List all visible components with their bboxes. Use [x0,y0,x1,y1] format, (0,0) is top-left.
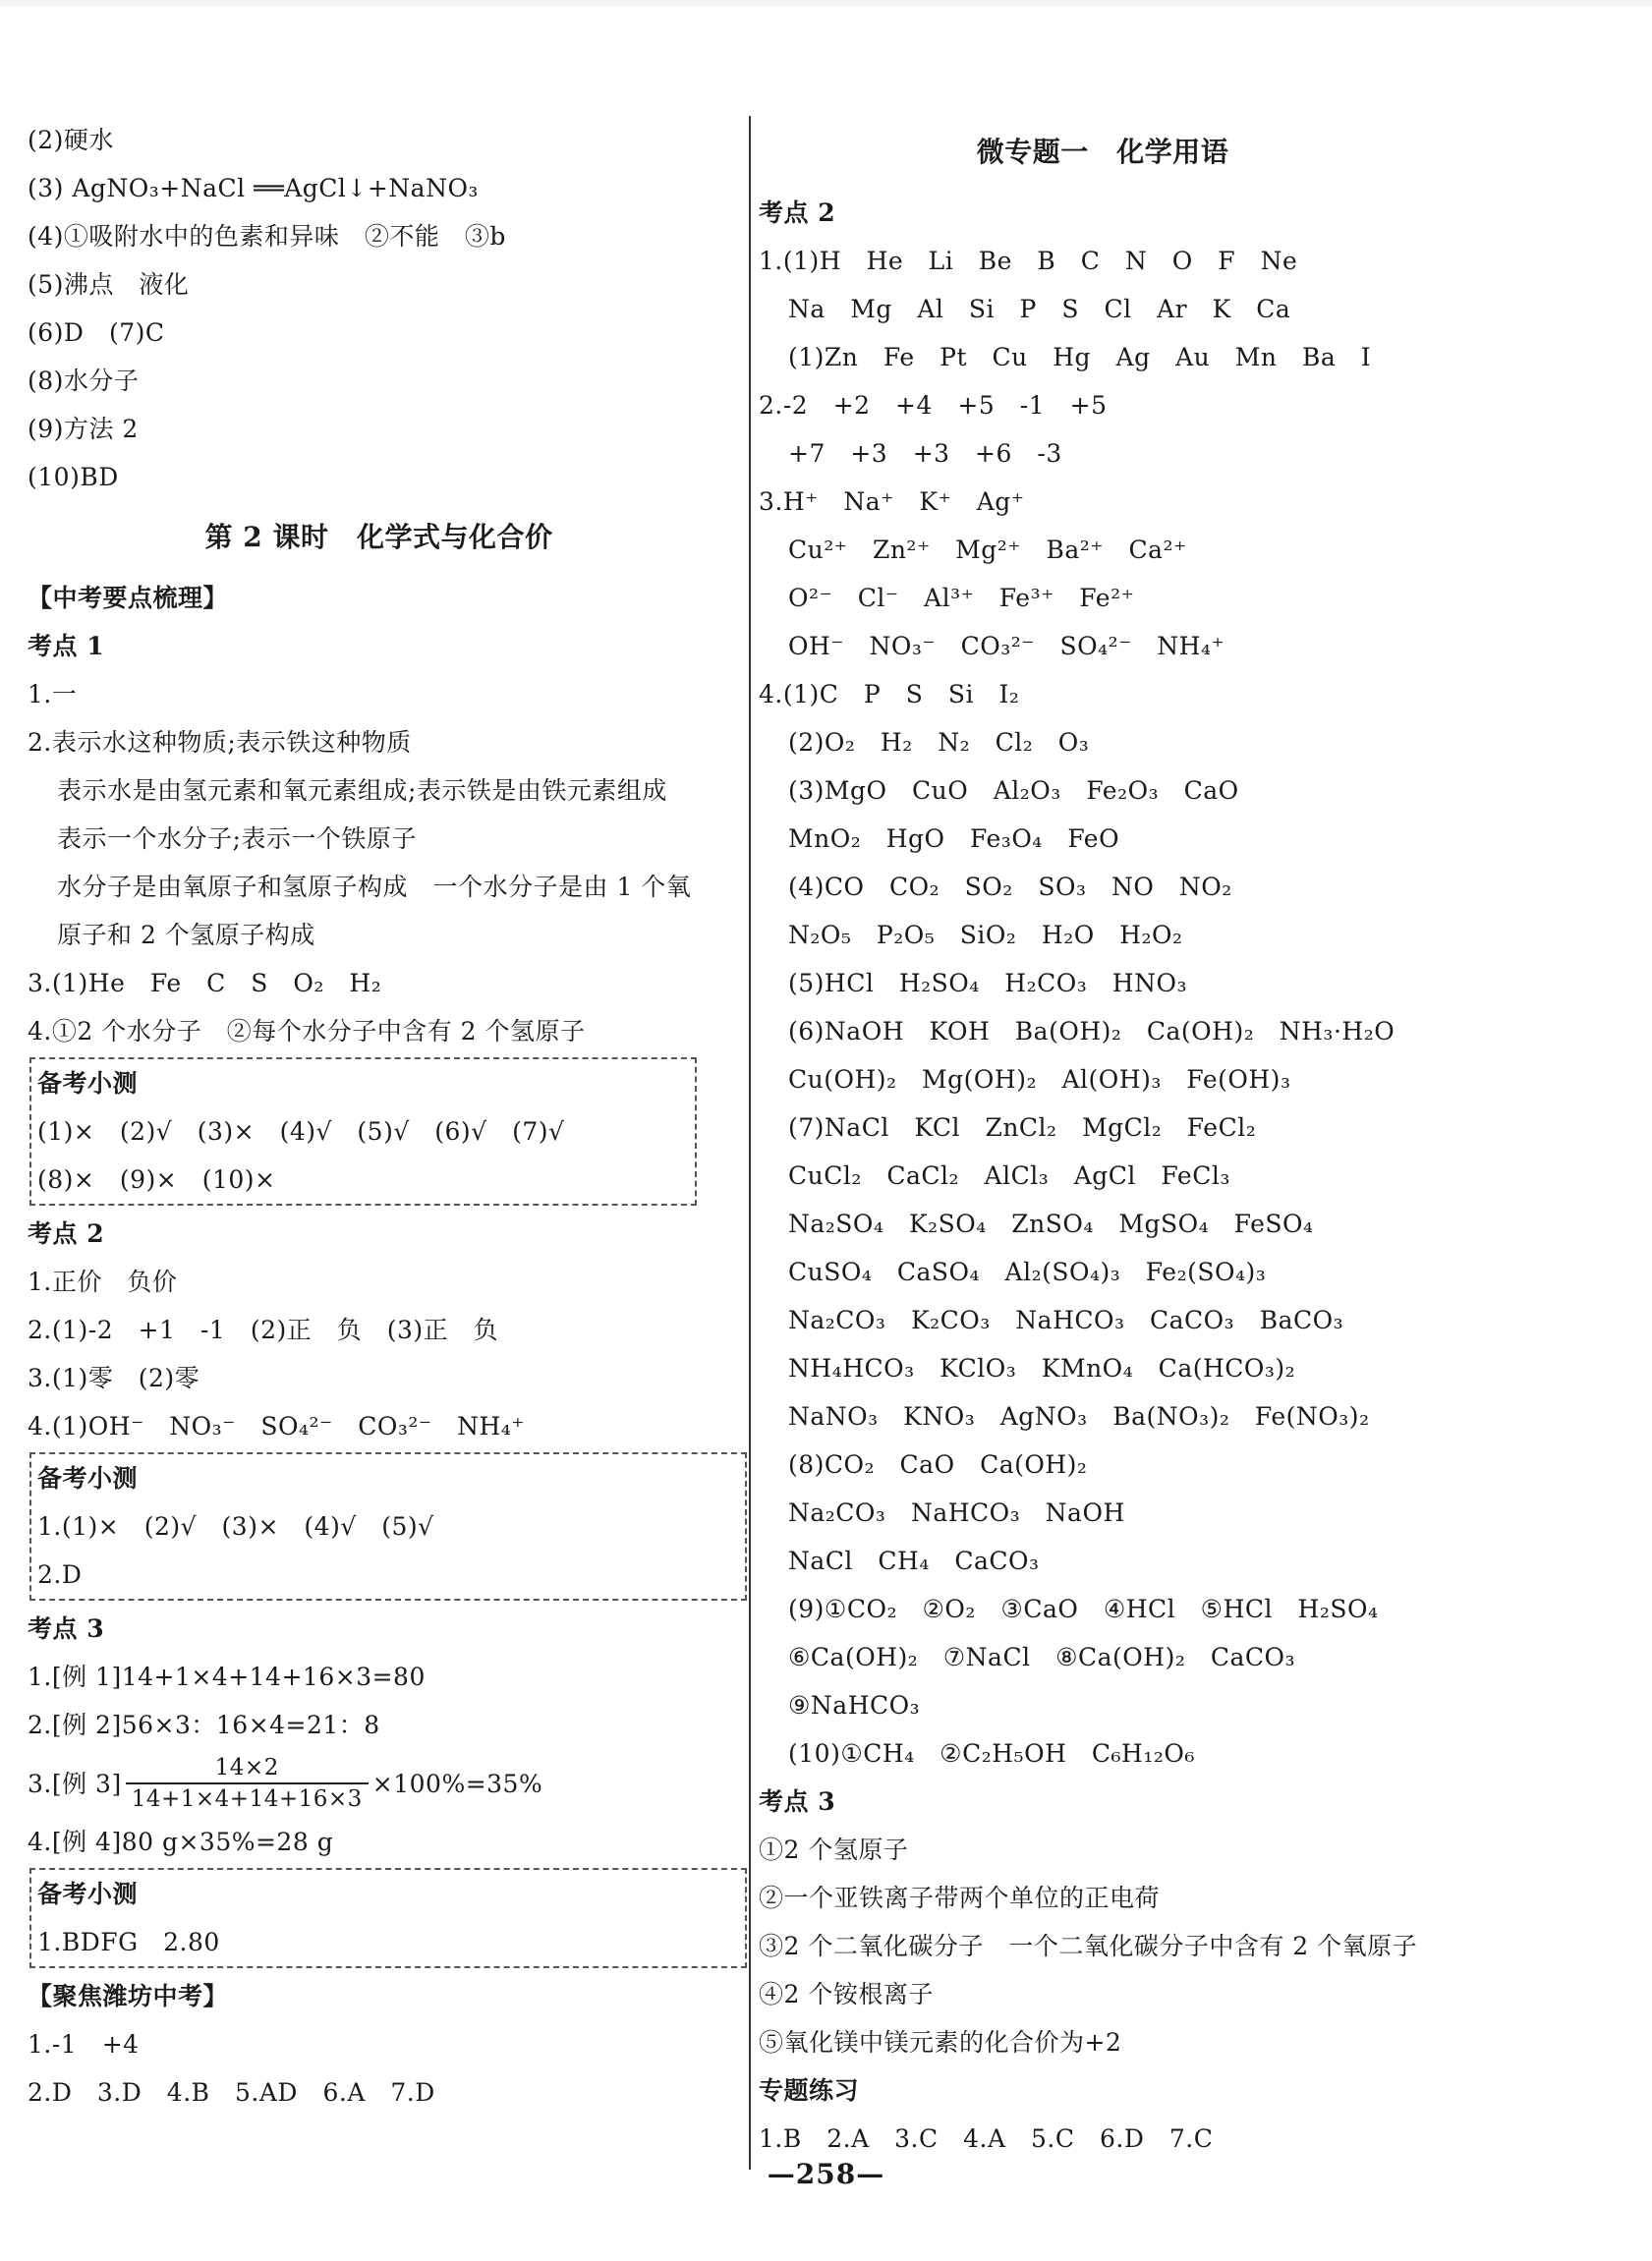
answer-line: ②一个亚铁离子带两个单位的正电荷 [759,1884,1161,1912]
answer-line: 2.(1)-2 +1 -1 (2)正 负 (3)正 负 [28,1316,499,1344]
kaodian-2-heading: 考点 2 [28,1219,105,1248]
quiz-title: 备考小测 [37,1464,139,1493]
example-3-prefix: 3.[例 3] [28,1769,122,1798]
answer-line: (9)①CO₂ ②O₂ ③CaO ④HCl ⑤HCl H₂SO₄ [788,1595,1379,1623]
answer-line: ⑨NaHCO₃ [788,1691,921,1720]
answer-line: O²⁻ Cl⁻ Al³⁺ Fe³⁺ Fe²⁺ [788,584,1135,612]
answer-line: 1.一 [28,680,78,708]
answer-line: ④2 个铵根离子 [759,1980,934,2008]
answer-line: (5)沸点 液化 [28,270,190,299]
example-3-line [28,1749,542,1818]
quiz-line: 1.BDFG 2.80 [37,1928,220,1956]
answer-line: (4)CO CO₂ SO₂ SO₃ NO NO₂ [788,873,1232,901]
page-top-edge [0,0,1652,6]
left-column [28,116,730,2117]
answer-line: 3.(1)零 (2)零 [28,1364,200,1392]
answer-line: 1.-1 +4 [28,2030,140,2059]
answer-line: 原子和 2 个氢原子构成 [57,921,315,949]
answer-line: NaCl CH₄ CaCO₃ [788,1547,1040,1575]
answer-line: 1.正价 负价 [28,1268,178,1296]
answer-line: (9)方法 2 [28,415,139,443]
answer-line: (2)硬水 [28,126,114,154]
example-3-suffix: ×100%=35% [371,1769,543,1798]
page-number-text: —258— [767,2158,885,2190]
answer-line: (3) AgNO₃+NaCl ══AgCl↓+NaNO₃ [28,174,479,202]
answer-line: Na Mg Al Si P S Cl Ar K Ca [788,295,1291,323]
quiz-line: (1)× (2)√ (3)× (4)√ (5)√ (6)√ (7)√ [37,1117,565,1146]
answer-line: OH⁻ NO₃⁻ CO₃²⁻ SO₄²⁻ NH₄⁺ [788,632,1225,660]
answer-line: 4.[例 4]80 g×35%=28 g [28,1828,334,1856]
answer-line: (1)Zn Fe Pt Cu Hg Ag Au Mn Ba I [788,343,1372,371]
fraction-numerator: 14×2 [214,1755,279,1781]
answer-line: 2.D 3.D 4.B 5.AD 6.A 7.D [28,2078,435,2107]
kaodian-1-heading: 考点 1 [28,632,105,660]
answer-line: (4)①吸附水中的色素和异味 ②不能 ③b [28,222,506,251]
answer-line: (3)MgO CuO Al₂O₃ Fe₂O₃ CaO [788,776,1239,805]
quiz-line: (8)× (9)× (10)× [37,1165,276,1194]
answer-line: 2.-2 +2 +4 +5 -1 +5 [759,391,1108,420]
answer-line: 4.(1)OH⁻ NO₃⁻ SO₄²⁻ CO₃²⁻ NH₄⁺ [28,1412,525,1441]
answer-line: 3.(1)He Fe C S O₂ H₂ [28,969,382,997]
topic-title: 微专题一 化学用语 [976,136,1229,168]
answer-line: (10)①CH₄ ②C₂H₅OH C₆H₁₂O₆ [788,1739,1195,1768]
answer-line: 表示水是由氢元素和氧元素组成;表示铁是由铁元素组成 [57,776,667,805]
kaodian-3-heading: 考点 3 [28,1614,105,1643]
answer-line: ①2 个氢原子 [759,1836,909,1864]
answer-line: (8)水分子 [28,367,140,395]
answer-line: CuCl₂ CaCl₂ AlCl₃ AgCl FeCl₃ [788,1161,1230,1190]
answer-line: +7 +3 +3 +6 -3 [788,439,1062,468]
quiz-box-2 [29,1452,747,1601]
lesson-title: 第 2 课时 化学式与化合价 [204,521,553,553]
answer-line: NaNO₃ KNO₃ AgNO₃ Ba(NO₃)₂ Fe(NO₃)₂ [788,1402,1370,1431]
page-number [0,2158,1652,2190]
practice-heading: 专题练习 [759,2076,860,2105]
answer-line: Na₂CO₃ NaHCO₃ NaOH [788,1498,1125,1527]
answer-line: ③2 个二氧化碳分子 一个二氧化碳分子中含有 2 个氧原子 [759,1932,1418,1960]
quiz-box-3 [29,1868,747,1968]
column-divider [749,116,751,2170]
answer-line: 1.[例 1]14+1×4+14+16×3=80 [28,1663,426,1691]
answer-line: CuSO₄ CaSO₄ Al₂(SO₄)₃ Fe₂(SO₄)₃ [788,1258,1267,1286]
answer-line: Na₂SO₄ K₂SO₄ ZnSO₄ MgSO₄ FeSO₄ [788,1210,1314,1238]
answer-line: Na₂CO₃ K₂CO₃ NaHCO₃ CaCO₃ BaCO₃ [788,1306,1344,1334]
answer-line: 1.(1)H He Li Be B C N O F Ne [759,247,1298,275]
answer-line: 4.①2 个水分子 ②每个水分子中含有 2 个氢原子 [28,1017,586,1046]
answer-line: N₂O₅ P₂O₅ SiO₂ H₂O H₂O₂ [788,921,1183,949]
answer-line: 水分子是由氧原子和氢原子构成 一个水分子是由 1 个氧 [57,873,692,901]
section-heading-focus: 【聚焦潍坊中考】 [28,1982,229,2010]
answer-line: ⑥Ca(OH)₂ ⑦NaCl ⑧Ca(OH)₂ CaCO₃ [788,1643,1296,1671]
answer-line: NH₄HCO₃ KClO₃ KMnO₄ Ca(HCO₃)₂ [788,1354,1296,1383]
section-heading-review: 【中考要点梳理】 [28,584,229,612]
right-column [759,116,1447,2163]
answer-line: (8)CO₂ CaO Ca(OH)₂ [788,1450,1088,1479]
quiz-box-1 [29,1057,697,1206]
answer-line: (7)NaCl KCl ZnCl₂ MgCl₂ FeCl₂ [788,1113,1257,1142]
fraction-denominator: 14+1×4+14+16×3 [126,1782,369,1814]
kaodian-2-answers [759,237,1447,1778]
answer-line: MnO₂ HgO Fe₃O₄ FeO [788,824,1120,853]
fraction [126,1753,369,1814]
quiz-line: 2.D [37,1560,83,1589]
answer-line: (6)NaOH KOH Ba(OH)₂ Ca(OH)₂ NH₃·H₂O [788,1017,1396,1046]
answer-line: 2.表示水这种物质;表示铁这种物质 [28,728,412,757]
answer-line: (10)BD [28,463,119,491]
answer-line: (2)O₂ H₂ N₂ Cl₂ O₃ [788,728,1090,757]
quiz-title: 备考小测 [37,1069,139,1098]
answer-line: 3.H⁺ Na⁺ K⁺ Ag⁺ [759,487,1025,516]
answer-line: Cu(OH)₂ Mg(OH)₂ Al(OH)₃ Fe(OH)₃ [788,1065,1291,1094]
kaodian-2-heading: 考点 2 [759,198,836,227]
answer-line: ⑤氧化镁中镁元素的化合价为+2 [759,2028,1122,2057]
answer-line: Cu²⁺ Zn²⁺ Mg²⁺ Ba²⁺ Ca²⁺ [788,536,1187,564]
answer-line: (5)HCl H₂SO₄ H₂CO₃ HNO₃ [788,969,1187,997]
kaodian-3-heading: 考点 3 [759,1787,836,1816]
quiz-line: 1.(1)× (2)√ (3)× (4)√ (5)√ [37,1512,434,1541]
answer-line: 4.(1)C P S Si I₂ [759,680,1020,708]
answer-line: 表示一个水分子;表示一个铁原子 [57,824,417,853]
answer-line: 1.B 2.A 3.C 4.A 5.C 6.D 7.C [759,2124,1214,2153]
quiz-title: 备考小测 [37,1880,139,1908]
answer-line: (6)D (7)C [28,318,165,347]
answer-line: 2.[例 2]56×3：16×4=21：8 [28,1711,380,1739]
